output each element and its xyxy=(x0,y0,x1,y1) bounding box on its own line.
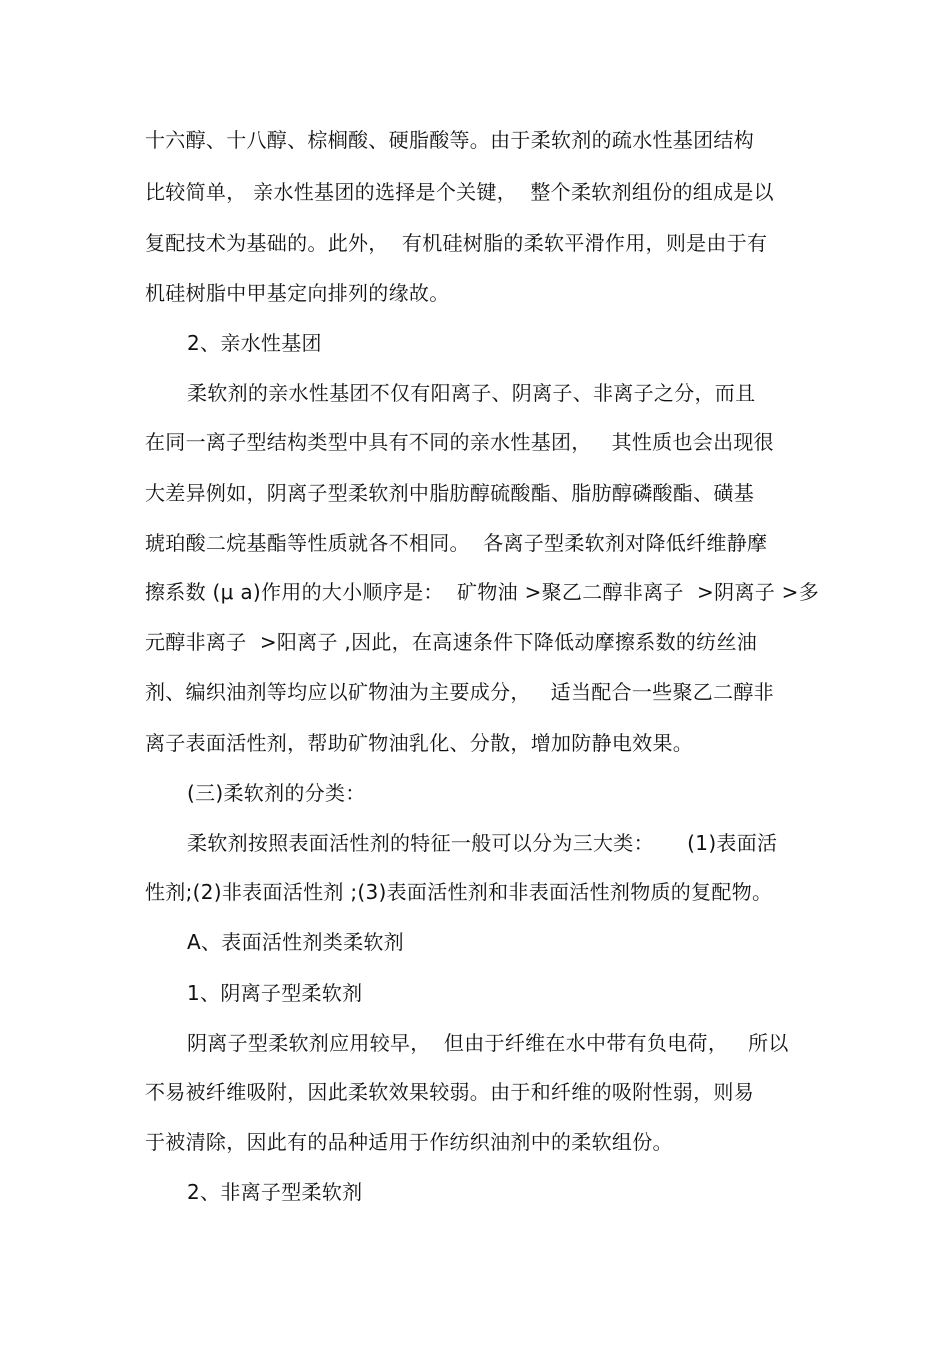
paragraph-line: 大差异例如，阴离子型柔软剂中脂肪醇硫酸酯、脂肪醇磷酸酯、磺基 xyxy=(145,481,754,505)
paragraph-line: 于被清除，因此有的品种适用于作纺织油剂中的柔软组份。 xyxy=(145,1130,673,1154)
paragraph-line: 柔软剂的亲水性基团不仅有阳离子、阴离子、非离子之分，而且 xyxy=(187,381,756,405)
paragraph-line: 十六醇、十八醇、棕榈酸、硬脂酸等。由于柔软剂的疏水性基团结构 xyxy=(145,128,754,152)
paragraph-line: 元醇非离子 >阳离子 ,因此，在高速条件下降低动摩擦系数的纺丝油 xyxy=(145,630,758,654)
section-heading: A、表面活性剂类柔软剂 xyxy=(187,930,404,954)
paragraph-line: 琥珀酸二烷基酯等性质就各不相同。 各离子型柔软剂对降低纤维静摩 xyxy=(145,531,768,555)
paragraph-line: 在同一离子型结构类型中具有不同的亲水性基团， 其性质也会出现很 xyxy=(145,430,774,454)
section-heading: 1、阴离子型柔软剂 xyxy=(187,981,363,1005)
paragraph-line: 性剂;(2)非表面活性剂 ;(3)表面活性剂和非表面活性剂物质的复配物。 xyxy=(145,880,773,904)
paragraph-line: 剂、编织油剂等均应以矿物油为主要成分， 适当配合一些聚乙二醇非 xyxy=(145,680,774,704)
section-heading: (三)柔软剂的分类： xyxy=(187,781,366,805)
paragraph-line: 柔软剂按照表面活性剂的特征一般可以分为三大类： (1)表面活 xyxy=(187,831,778,855)
paragraph-line: 机硅树脂中甲基定向排列的缘故。 xyxy=(145,281,450,305)
paragraph-line: 比较简单， 亲水性基团的选择是个关键， 整个柔软剂组份的组成是以 xyxy=(145,180,774,204)
paragraph-line: 擦系数 (μ a)作用的大小顺序是： 矿物油 >聚乙二醇非离子 >阴离子 >多 xyxy=(145,580,820,604)
section-heading: 2、亲水性基团 xyxy=(187,331,322,355)
paragraph-line: 不易被纤维吸附，因此柔软效果较弱。由于和纤维的吸附性弱，则易 xyxy=(145,1080,754,1104)
paragraph-line: 阴离子型柔软剂应用较早， 但由于纤维在水中带有负电荷， 所以 xyxy=(187,1031,789,1055)
paragraph-line: 离子表面活性剂，帮助矿物油乳化、分散，增加防静电效果。 xyxy=(145,731,694,755)
paragraph-line: 复配技术为基础的。此外， 有机硅树脂的柔软平滑作用，则是由于有 xyxy=(145,231,768,255)
section-heading: 2、非离子型柔软剂 xyxy=(187,1180,363,1204)
